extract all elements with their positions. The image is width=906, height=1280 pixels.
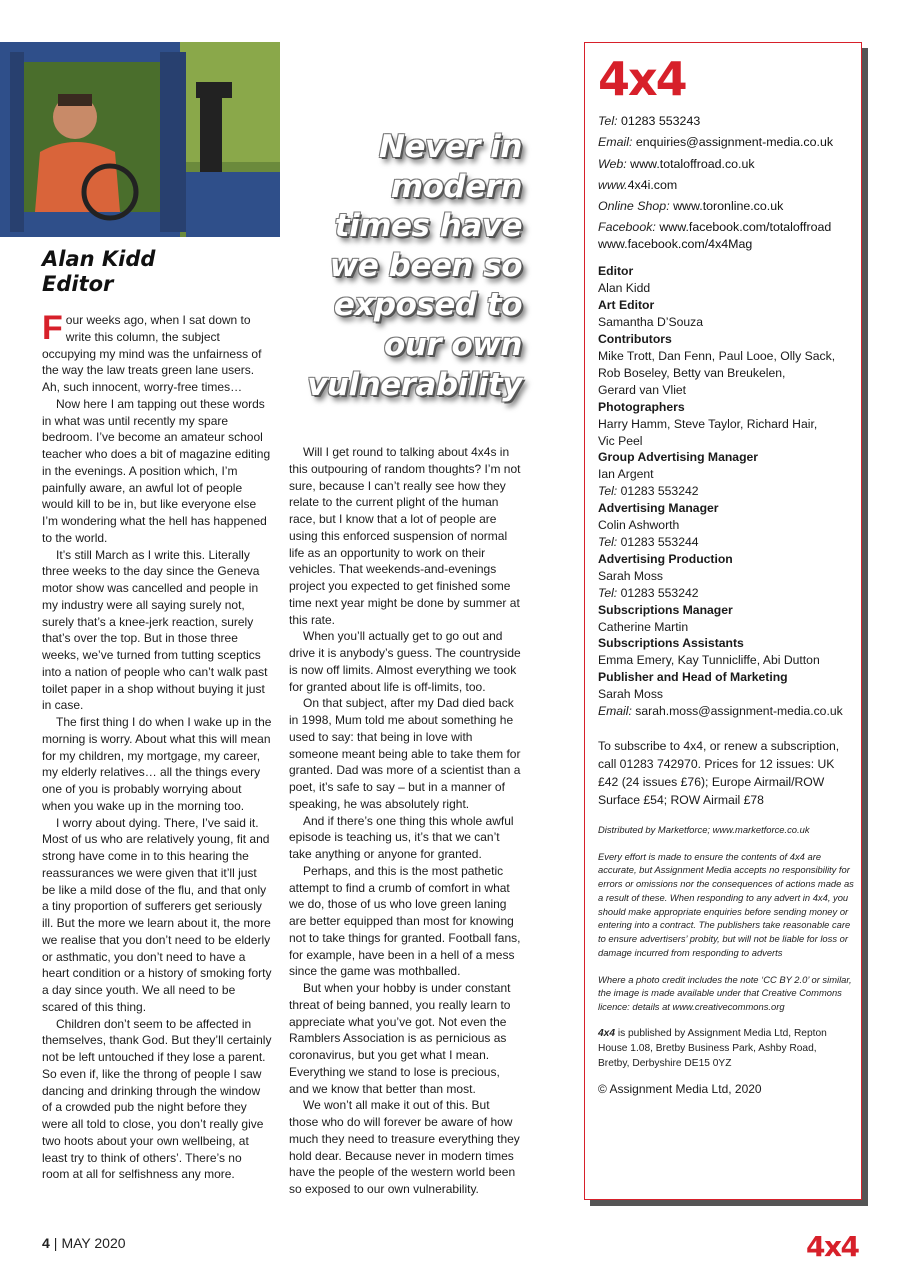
- staff-entry: Photographers Harry Hamm, Steve Taylor, Richard Hair, Vic Peel: [598, 399, 818, 448]
- staff-list: [598, 263, 861, 719]
- staff-entry: Subscriptions Manager Catherine Martin: [598, 602, 733, 634]
- magazine-logo: 4x4: [598, 52, 686, 106]
- article-column-1: [42, 309, 272, 1183]
- editor-name: Alan Kidd: [42, 247, 156, 271]
- copyright: © Assignment Media Ltd, 2020: [598, 1081, 762, 1096]
- staff-entry: Art Editor Samantha D’Souza: [598, 298, 704, 330]
- contact-web[interactable]: Web: www.totaloffroad.co.uk: [598, 156, 755, 171]
- staff-entry: Subscriptions Assistants Emma Emery, Kay Tunnicliffe, Abi Dutton: [598, 636, 820, 668]
- contact-shop[interactable]: Online Shop: www.toronline.co.uk: [598, 199, 784, 214]
- masthead-box: [584, 42, 862, 1200]
- article-column-2: [289, 444, 521, 1198]
- pull-quote-line: Never in: [379, 129, 522, 165]
- footer-separator: |: [53, 1235, 58, 1251]
- staff-entry: Group Advertising Manager Ian Argent Tel: 01283 553242: [598, 450, 759, 499]
- article-paragraph: On that subject, after my Dad died back in 1998, Mum told me about something he used to say: that being in love with someone meant being able to take them for granted. Dad was more of a scientist than a poet, it’s safe to say – but in a manner of speaking, he was absolutely right.: [289, 696, 521, 811]
- pull-quote-line: exposed to: [333, 287, 522, 324]
- pull-quote: [300, 128, 522, 405]
- disclaimer: Every effort is made to ensure the contents of 4x4 are accurate, but Assignment Media accepts no responsibility for errors or omissions nor the consequences of actions made as a result of these. When responding to any advert in 4x4, you should make appropriate enquiries before sending money or entering into a contract. The publishers take reasonable care to ensure advertisers’ probity, but will not be liable for loss or damage incurred from responding to adverts: [598, 850, 854, 958]
- staff-entry: Advertising Manager Colin Ashworth Tel: 01283 553244: [598, 501, 719, 549]
- page-footer: [42, 1235, 126, 1251]
- article-paragraph: We won’t all make it out of this. But those who do will forever be aware of how much they need to treasure everything they hold dear. Because never in modern times have the people of the western world been so exposed to our own vulnerability.: [289, 1098, 520, 1196]
- staff-entry: Advertising Production Sarah Moss Tel: 01283 553242: [598, 551, 733, 600]
- article-paragraph: And if there’s one thing this whole awful episode is teaching us, it’s that we can’t take anything or anyone for granted.: [289, 813, 514, 861]
- contact-email[interactable]: Email: enquiries@assignment-media.co.uk: [598, 135, 834, 150]
- pull-quote-line: modern: [390, 168, 522, 205]
- distributor-note: Distributed by Marketforce; www.marketforce.co.uk: [598, 823, 810, 835]
- pull-quote-line: our own: [384, 326, 522, 363]
- article-paragraph: Four weeks ago, when I sat down to write this column, the subject occupying my mind was the unfairness of the way the law treats green lane users. Ah, such innocent, worry-free times…: [42, 309, 262, 394]
- pull-quote-line: we been so: [329, 247, 522, 284]
- article-paragraph: Perhaps, and this is the most pathetic attempt to find a crumb of comfort in what we do, those of us who love green laning are better equipped than most for knowing not to take things for granted. Football fans, for example, have been in a hell of a mess since the game was mothballed.: [289, 863, 521, 979]
- staff-entry: Contributors Mike Trott, Dan Fenn, Paul Looe, Olly Sack, Rob Boseley, Betty van Breukelen, Gerard van Vliet: [598, 332, 836, 397]
- article-paragraph: When you’ll actually get to go out and drive it is anybody’s guess. The countryside is now off limits. Almost everything we took for granted about life is off-limits, too.: [289, 629, 521, 694]
- page-number: 4: [42, 1235, 50, 1251]
- article-paragraph: It’s still March as I write this. Literally three weeks to the day since the Geneva motor show was cancelled and people in my industry were all saying surely not, surely that’s a knee-jerk reaction, surely that’s over the top. But in those three weeks, we’ve turned from tutting sceptics into a nation of people who can’t walk past toilet paper in a shop without buying it just in case.: [42, 547, 268, 713]
- publisher-info: 4x4 is published by Assignment Media Ltd, Repton House 1.08, Bretby Business Park, Ashby Road, Bretby, Derbyshire DE15 0YZ: [598, 1027, 827, 1069]
- contact-tel: Tel: 01283 553243: [598, 114, 701, 128]
- pull-quote-line: vulnerability: [307, 366, 522, 403]
- footer-logo: 4x4: [806, 1230, 859, 1263]
- article-paragraph: But when your hobby is under constant threat of being banned, you really learn to appreciate what you’ve got. Not even the Ramblers Association is as pernicious as coronavirus, but you get what I mean. Everything we stand to lose is precious, and we know that better than most.: [289, 981, 511, 1096]
- subscription-info: To subscribe to 4x4, or renew a subscription, call 01283 742970. Prices for 12 issues: UK £42 (24 issues £76); Europe Airmail/ROW Surface £54; ROW Airmail £78: [598, 738, 840, 807]
- contact-facebook[interactable]: Facebook: www.facebook.com/totaloffroad: [598, 220, 832, 235]
- article-paragraph: Now here I am tapping out these words in what was until recently my spare bedroom. I’ve become an amateur school teacher who does a bit of magazine editing in the evenings. A position which, I’m painfully aware, an awful lot of people would kill to be in, but like everyone else I’m wondering what the hell has happened to the world.: [42, 396, 271, 545]
- issue-date: MAY 2020: [61, 1235, 126, 1251]
- contact-list: [598, 111, 861, 253]
- article-paragraph: Children don’t seem to be affected in themselves, thank God. But they’ll certainly not be left untouched if they lose a parent. So even if, like the throng of people I saw dancing and drinking through the window of a crowded pub the night before they were all told to close, you don’t really give two hoots about your own wellbeing, at least try to think of others’. There’s no room at all for selfishness any more.: [42, 1016, 272, 1182]
- staff-entry: Publisher and Head of Marketing Sarah Moss Email: sarah.moss@assignment-media.co.uk: [598, 670, 843, 719]
- staff-entry: Editor Alan Kidd: [598, 264, 651, 296]
- photo-credit-note: Where a photo credit includes the note ‘CC BY 2.0’ or similar, the image is made available under that Creative Commons licence: details at www.creativecommons.org: [598, 973, 852, 1013]
- editor-role: Editor: [42, 272, 114, 296]
- article-paragraph: I worry about dying. There, I’ve said it. Most of us who are relatively young, fit and strong have come in to this hearing the reassurances we were given that it’ll just be like a mild dose of the flu, and that only a tiny proportion of sufferers get seriously ill. But the more we learn about it, the more we realise that you don’t need to be elderly or asthmatic, you don’t need to have a heart condition or a history of smoking forty a day since youth. We all need to be scared of this thing.: [42, 815, 272, 1014]
- editor-photo: [0, 42, 280, 237]
- article-paragraph: Will I get round to talking about 4x4s in this outpouring of random thoughts? I’m not sure, because I can’t really see how they relate to the current plight of the human race, but I know that a lot of people are using this enforced suspension of normal life as an opportunity to work on their vehicles. That weekends-and-evenings project you expected to get finished some time next year might be done by summer at this rate.: [289, 445, 521, 627]
- editor-byline: [42, 247, 282, 297]
- contact-web-2[interactable]: www.4x4i.com: [598, 177, 678, 192]
- contact-facebook-2[interactable]: www.facebook.com/4x4Mag: [598, 237, 753, 252]
- pull-quote-line: times have: [334, 208, 522, 245]
- dropcap: F: [42, 309, 63, 347]
- article-paragraph: The first thing I do when I wake up in the morning is worry. About what this will mean for my children, my mortgage, my career, my elderly relatives… all the things every one of you is probably worrying about when you wake up in the morning too.: [42, 715, 272, 813]
